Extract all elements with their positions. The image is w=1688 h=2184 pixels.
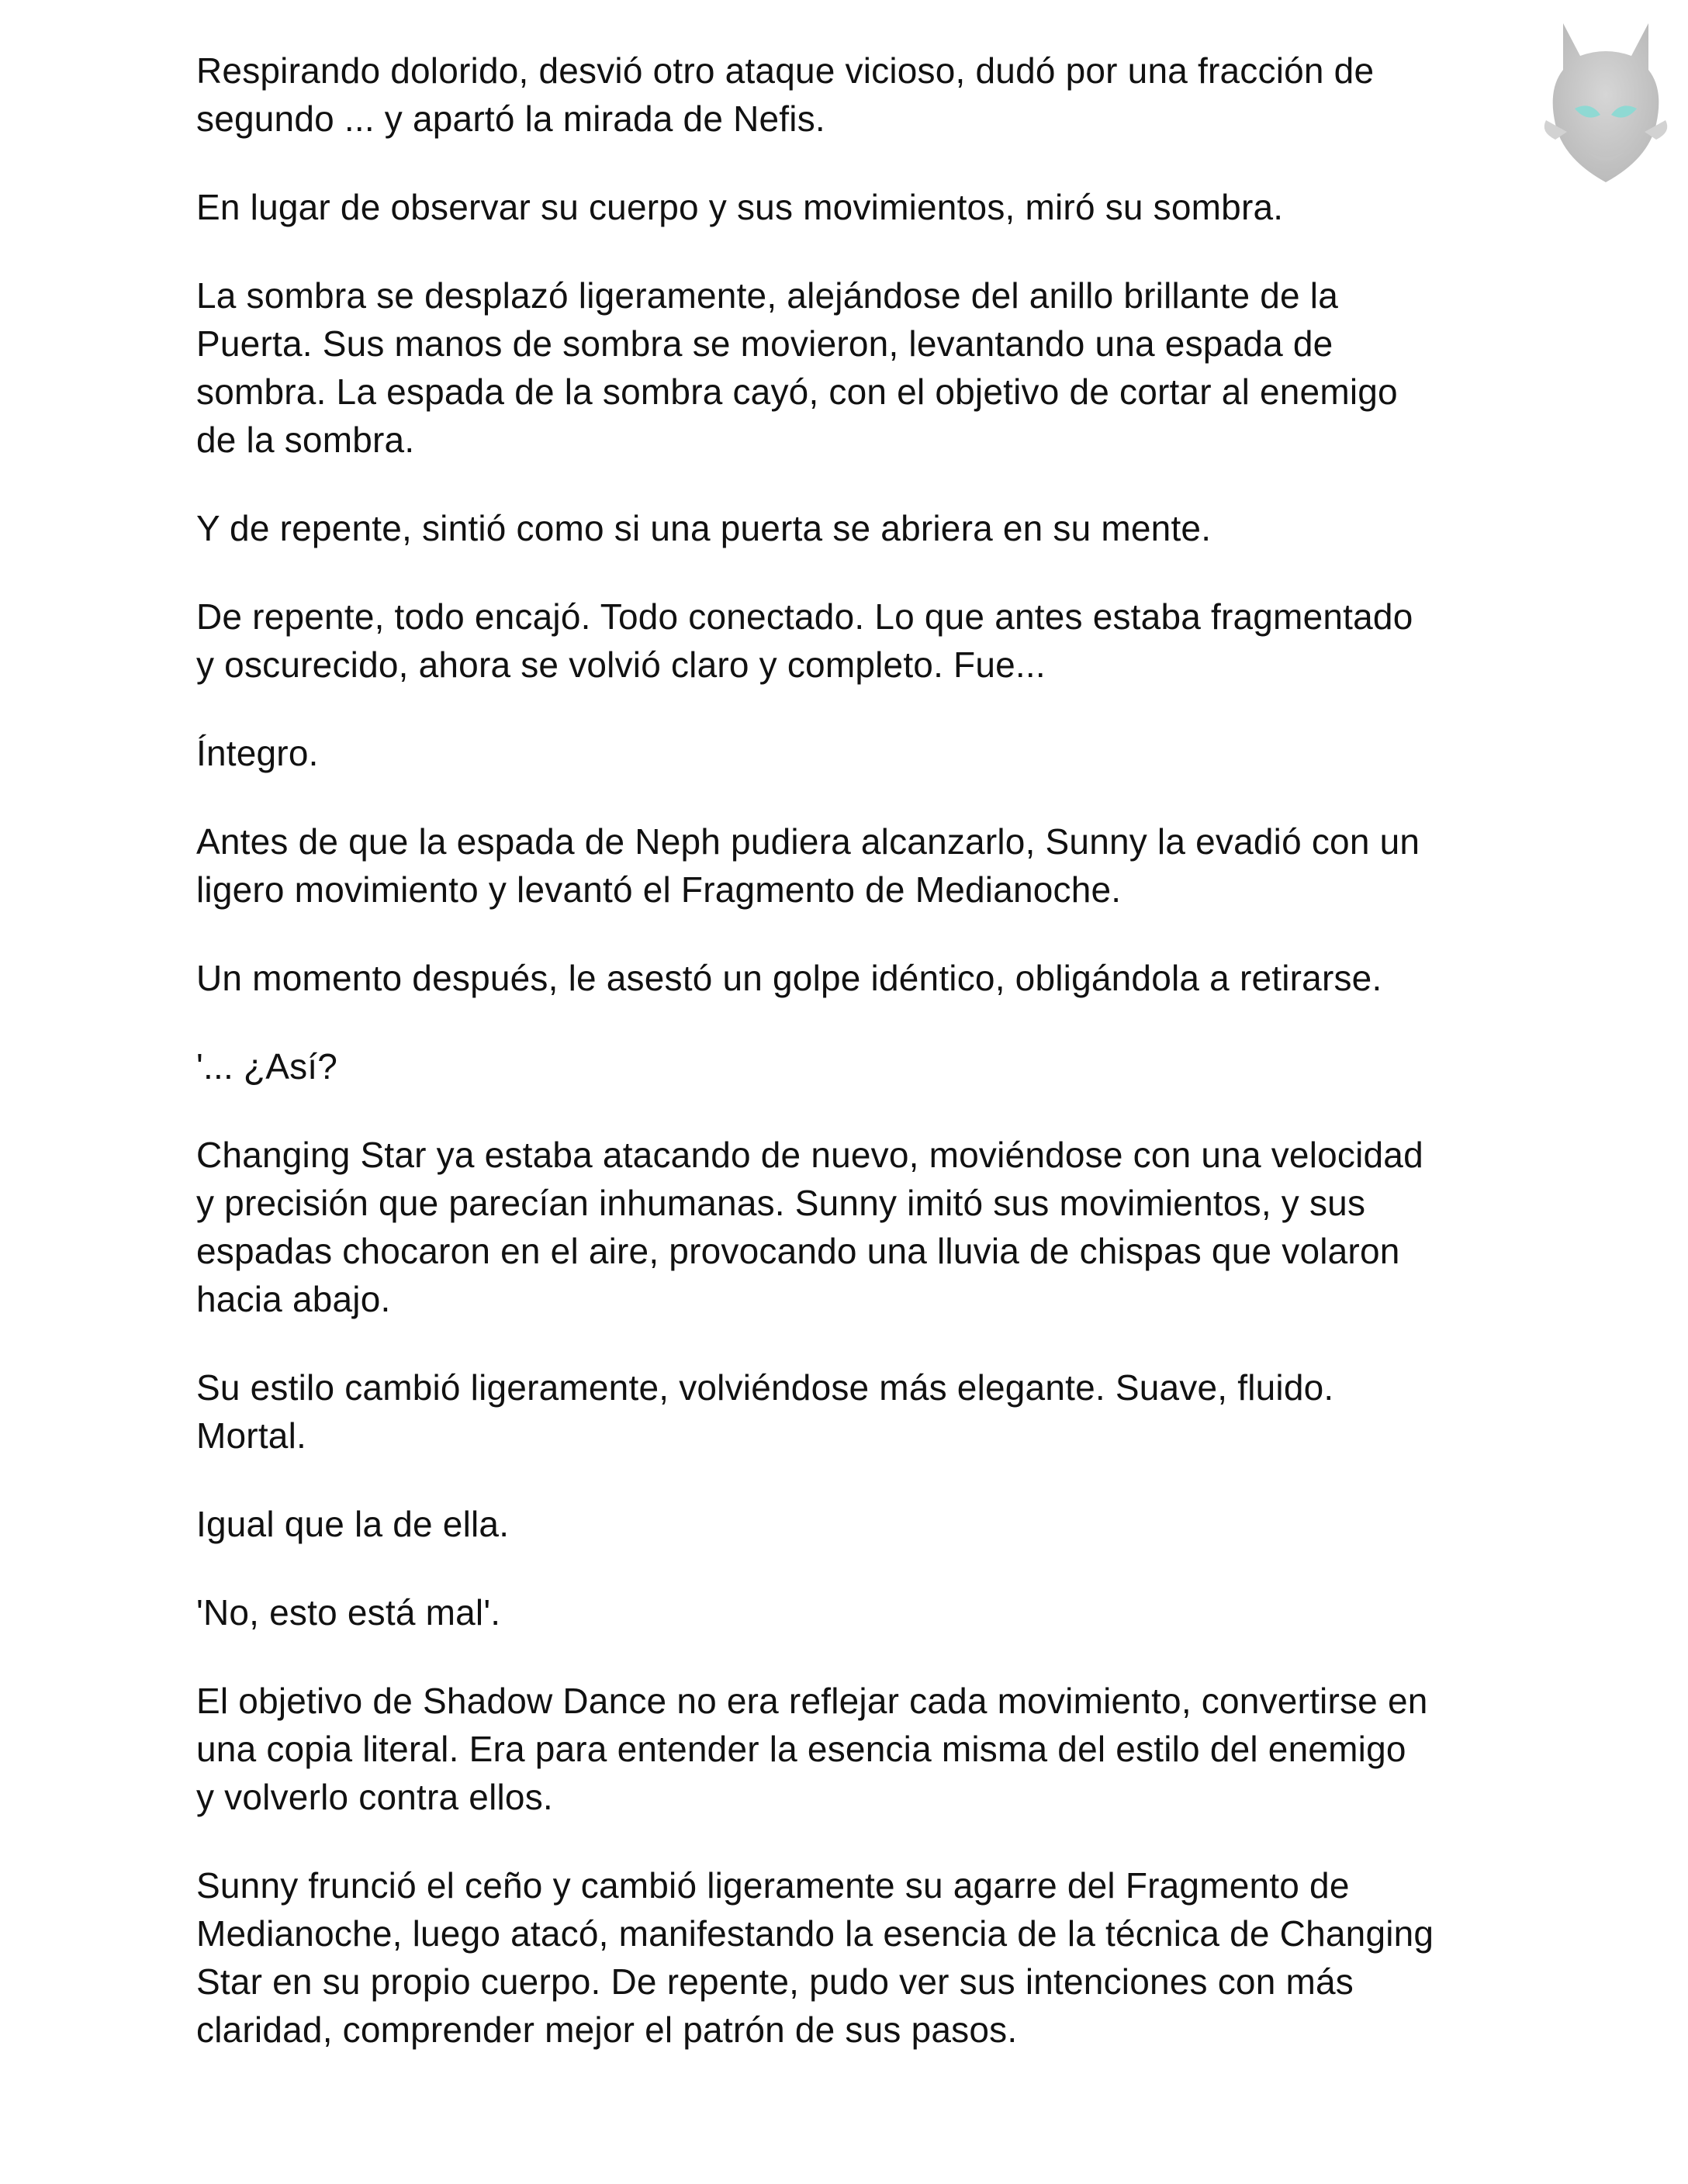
text-line: sombra. La espada de la sombra cayó, con el objetivo de cortar al enemigo bbox=[196, 371, 1398, 412]
text-line: 'No, esto está mal'. bbox=[196, 1592, 501, 1633]
paragraph bbox=[196, 817, 1531, 914]
text-line: Puerta. Sus manos de sombra se movieron, levantando una espada de bbox=[196, 323, 1333, 364]
text-line: segundo ... y apartó la mirada de Nefis. bbox=[196, 98, 825, 139]
paragraph bbox=[196, 183, 1531, 231]
document-body bbox=[196, 47, 1531, 2094]
text-line: De repente, todo encajó. Todo conectado. Lo que antes estaba fragmentado bbox=[196, 596, 1413, 637]
text-line: Íntegro. bbox=[196, 733, 319, 773]
text-line: espadas chocaron en el aire, provocando una lluvia de chispas que volaron bbox=[196, 1231, 1400, 1271]
demon-head-logo-icon bbox=[1532, 16, 1679, 194]
text-line: Medianoche, luego atacó, manifestando la esencia de la técnica de Changing bbox=[196, 1913, 1434, 1954]
paragraph bbox=[196, 1588, 1531, 1636]
text-line: '... ¿Así? bbox=[196, 1046, 338, 1087]
paragraph bbox=[196, 954, 1531, 1002]
paragraph bbox=[196, 593, 1531, 689]
text-line: ligero movimiento y levantó el Fragmento de Medianoche. bbox=[196, 869, 1122, 910]
text-line: El objetivo de Shadow Dance no era reflejar cada movimiento, convertirse en bbox=[196, 1681, 1428, 1721]
paragraph bbox=[196, 1861, 1531, 2054]
text-line: Respirando dolorido, desvió otro ataque vicioso, dudó por una fracción de bbox=[196, 50, 1375, 91]
paragraph bbox=[196, 1500, 1531, 1548]
paragraph bbox=[196, 1131, 1531, 1323]
paragraph bbox=[196, 1677, 1531, 1821]
text-line: Mortal. bbox=[196, 1415, 306, 1456]
text-line: Igual que la de ella. bbox=[196, 1504, 510, 1544]
text-line: y precisión que parecían inhumanas. Sunny imitó sus movimientos, y sus bbox=[196, 1183, 1366, 1223]
paragraph bbox=[196, 1042, 1531, 1090]
text-line: y volverlo contra ellos. bbox=[196, 1777, 553, 1817]
text-line: En lugar de observar su cuerpo y sus movimientos, miró su sombra. bbox=[196, 187, 1284, 227]
text-line: Star en su propio cuerpo. De repente, pudo ver sus intenciones con más bbox=[196, 1961, 1354, 2002]
text-line: Sunny frunció el ceño y cambió ligeramente su agarre del Fragmento de bbox=[196, 1865, 1350, 1906]
paragraph bbox=[196, 729, 1531, 777]
text-line: Y de repente, sintió como si una puerta se abriera en su mente. bbox=[196, 508, 1212, 548]
text-line: Un momento después, le asestó un golpe idéntico, obligándola a retirarse. bbox=[196, 958, 1382, 998]
text-line: y oscurecido, ahora se volvió claro y completo. Fue... bbox=[196, 644, 1046, 685]
text-line: Su estilo cambió ligeramente, volviéndose más elegante. Suave, fluido. bbox=[196, 1367, 1334, 1408]
paragraph bbox=[196, 504, 1531, 552]
text-line: de la sombra. bbox=[196, 420, 415, 460]
text-line: La sombra se desplazó ligeramente, alejándose del anillo brillante de la bbox=[196, 275, 1338, 316]
text-line: Antes de que la espada de Neph pudiera alcanzarlo, Sunny la evadió con un bbox=[196, 821, 1420, 862]
paragraph bbox=[196, 271, 1531, 464]
text-line: claridad, comprender mejor el patrón de sus pasos. bbox=[196, 2009, 1018, 2050]
paragraph bbox=[196, 47, 1531, 143]
text-line: hacia abajo. bbox=[196, 1279, 391, 1319]
text-line: una copia literal. Era para entender la esencia misma del estilo del enemigo bbox=[196, 1729, 1406, 1769]
text-line: Changing Star ya estaba atacando de nuevo, moviéndose con una velocidad bbox=[196, 1135, 1423, 1175]
paragraph bbox=[196, 1363, 1531, 1460]
